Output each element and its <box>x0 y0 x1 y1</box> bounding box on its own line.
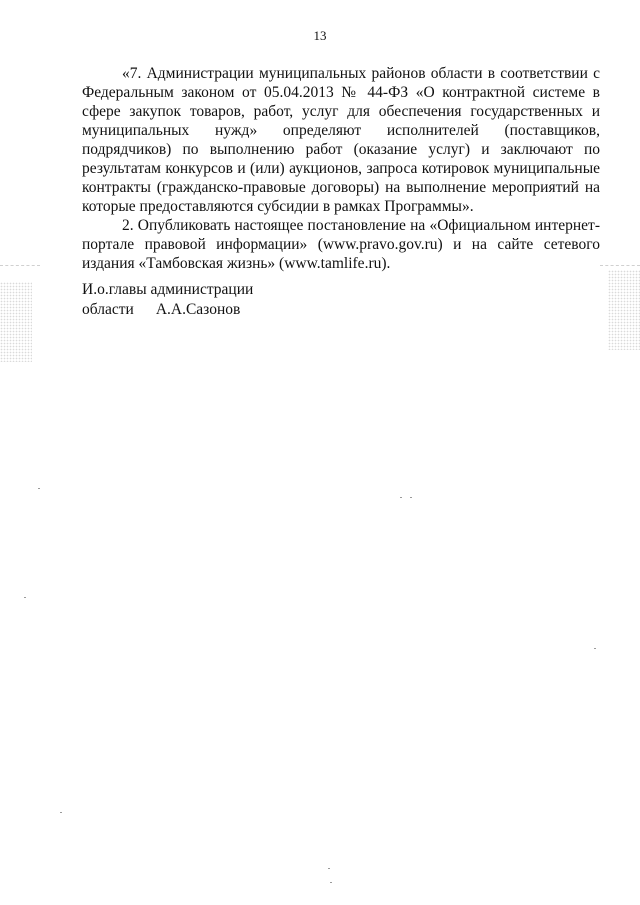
scan-speck <box>60 812 62 813</box>
document-body <box>82 64 600 273</box>
signature-block <box>82 280 253 320</box>
scan-speck <box>330 882 332 883</box>
scan-edge-left <box>0 282 32 362</box>
signature-name: А.А.Сазонов <box>155 301 241 318</box>
signature-region: области <box>82 301 134 318</box>
scan-speck <box>400 497 402 498</box>
page-number: 13 <box>313 28 327 43</box>
scan-speck <box>594 648 596 649</box>
signature-line2 <box>82 300 253 320</box>
scan-speck <box>410 497 412 498</box>
scan-dash-left <box>0 265 40 266</box>
paragraph-2: 2. Опубликовать настоящее постановление на «Официальном интернет-портале правовой информации» (www.pravo.gov.ru) и на сайте сетевого издания «Тамбовская жизнь» (www.tamlife.ru). <box>82 217 600 272</box>
scan-dash-right <box>600 265 640 266</box>
scan-edge-right <box>608 270 640 350</box>
scan-speck <box>328 868 330 869</box>
scan-speck <box>38 488 40 489</box>
paragraph-7: «7. Администрации муниципальных районов области в соответствии с Федеральным законом от 05.04.2013 № 44-ФЗ «О контрактной системе в сфере закупок товаров, работ, услуг для обеспечения государственных и муниципальных нужд» определяют исполнителей (поставщиков, подрядчиков) по выполнению работ (оказание услуг) и заключают по результатам конкурсов и (или) аукционов, запроса котировок муниципальные контракты (гражданско-правовые договоры) на выполнение мероприятий на которые предоставляются субсидии в рамках Программы». <box>82 65 600 215</box>
scan-speck <box>24 597 26 598</box>
signature-title: И.о.главы администрации <box>82 281 254 298</box>
